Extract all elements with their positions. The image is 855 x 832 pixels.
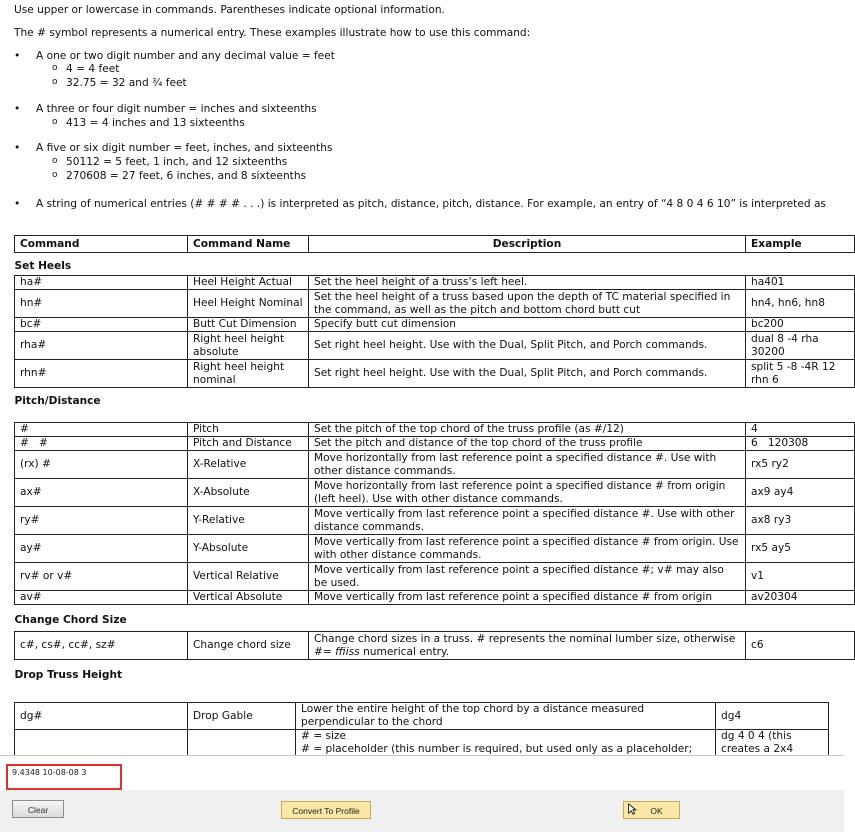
sub-bullet-icon: o	[52, 63, 58, 73]
cell-command: rhn#	[15, 360, 188, 388]
description-line: # = size	[301, 730, 347, 742]
cell-example: ha401	[746, 276, 855, 290]
cell-command: ry#	[15, 507, 188, 535]
section-title: Pitch/Distance	[14, 394, 101, 407]
description-text: Change chord sizes in a truss. # represents the nominal lumber size, otherwise #=	[314, 632, 736, 658]
sub-item-text: 32.75 = 32 and ¾ feet	[66, 77, 187, 89]
cell-description: Move vertically from last reference point a specified distance # from origin	[309, 591, 746, 605]
bullet-text: A one or two digit number and any decimal value = feet	[36, 50, 335, 62]
cell-name: Drop Gable	[188, 703, 296, 730]
table-row	[15, 276, 855, 290]
cell-example: 6 120308	[746, 437, 855, 451]
bullet-icon: •	[14, 198, 21, 210]
section-row	[15, 660, 855, 685]
table-row	[15, 507, 855, 535]
cell-name: Y-Relative	[188, 507, 309, 535]
cell-name: Pitch and Distance	[188, 437, 309, 451]
cell-command: ha#	[15, 276, 188, 290]
cell-command: av#	[15, 591, 188, 605]
table-row	[15, 632, 855, 660]
header-command-name: Command Name	[188, 236, 309, 253]
section-row	[15, 605, 855, 630]
cell-name: Heel Height Nominal	[188, 290, 309, 318]
bullet-text: A string of numerical entries (# # # # . . .) is interpreted as pitch, distance, pitch, distance. For example, an entry of “4 8 0 4 6 10” is interpreted as	[36, 198, 826, 210]
sub-bullet-icon: o	[52, 77, 58, 87]
ok-button-label: OK	[650, 806, 663, 816]
mouse-cursor-icon	[627, 803, 637, 815]
bullet-icon: •	[14, 103, 21, 115]
table-row	[15, 318, 855, 332]
cell-command: c#, cs#, cc#, sz#	[15, 632, 188, 660]
intro-line-2: The # symbol represents a numerical entry. These examples illustrate how to use this command:	[14, 27, 531, 39]
cell-description: Move vertically from last reference point a specified distance #; v# may also be used.	[309, 563, 746, 591]
cell-name: Heel Height Actual	[188, 276, 309, 290]
table-row	[15, 479, 855, 507]
cell-description: Move horizontally from last reference point a specified distance # from origin (left heel). Use with other distance commands.	[309, 479, 746, 507]
cell-example: rx5 ay5	[746, 535, 855, 563]
cell-name: Change chord size	[188, 632, 309, 660]
bullet-icon: •	[14, 142, 21, 154]
command-input[interactable]: 9.4348 10-08-08 3	[12, 768, 87, 777]
section-row	[15, 388, 855, 417]
table-row	[15, 360, 855, 388]
cell-command: rv# or v#	[15, 563, 188, 591]
table-row	[15, 437, 855, 451]
cell-command: hn#	[15, 290, 188, 318]
cell-name: Pitch	[188, 423, 309, 437]
cell-description	[309, 632, 746, 660]
cell-example: ax8 ry3	[746, 507, 855, 535]
cell-name: Vertical Relative	[188, 563, 309, 591]
cell-example: c6	[746, 632, 855, 660]
cell-description: Set right heel height. Use with the Dual, Split Pitch, and Porch commands.	[309, 360, 746, 388]
table-row	[15, 703, 829, 730]
sub-item-text: 4 = 4 feet	[66, 63, 120, 75]
cell-name: Vertical Absolute	[188, 591, 309, 605]
convert-to-profile-button[interactable]: Convert To Profile	[281, 801, 371, 819]
cell-name: X-Absolute	[188, 479, 309, 507]
table-row	[15, 332, 855, 360]
bullet-text: A three or four digit number = inches and sixteenths	[36, 103, 317, 115]
sub-bullet-icon: o	[52, 117, 58, 127]
cell-description: Set the pitch and distance of the top chord of the truss profile	[309, 437, 746, 451]
header-description: Description	[309, 236, 746, 253]
section-title: Drop Truss Height	[14, 669, 123, 681]
table-row	[15, 591, 855, 605]
table-row	[15, 423, 855, 437]
cell-name: Butt Cut Dimension	[188, 318, 309, 332]
cell-name: Y-Absolute	[188, 535, 309, 563]
intro-line-1: Use upper or lowercase in commands. Parentheses indicate optional information.	[14, 4, 445, 16]
cell-command: ay#	[15, 535, 188, 563]
table-row	[15, 535, 855, 563]
section-title: Change Chord Size	[14, 614, 127, 626]
cell-example: v1	[746, 563, 855, 591]
button-bar	[0, 790, 844, 832]
command-table	[14, 235, 855, 684]
description-line: # = placeholder (this number is required, but used only as a placeholder;	[301, 743, 693, 755]
clear-button[interactable]: Clear	[12, 800, 64, 818]
cell-description: Move horizontally from last reference point a specified distance #. Use with other distance commands.	[309, 451, 746, 479]
cell-command: dg#	[15, 703, 188, 730]
description-text: numerical entry.	[359, 645, 450, 658]
section-title: Set Heels	[14, 260, 72, 272]
cell-description: Set the heel height of a truss based upon the depth of TC material specified in the command, as well as the pitch and bottom chord butt cut	[309, 290, 746, 318]
cell-example: dg4	[716, 703, 829, 730]
cell-name: Right heel height absolute	[188, 332, 309, 360]
cell-example: bc200	[746, 318, 855, 332]
sub-item-text: 413 = 4 inches and 13 sixteenths	[66, 117, 245, 129]
cell-command: #	[15, 423, 188, 437]
header-command: Command	[15, 236, 188, 253]
bullet-icon: •	[14, 50, 21, 62]
cell-example: hn4, hn6, hn8	[746, 290, 855, 318]
cell-example: split 5 -8 -4R 12 rhn 6	[746, 360, 855, 388]
cell-description: Set right heel height. Use with the Dual, Split Pitch, and Porch commands.	[309, 332, 746, 360]
cell-example: ax9 ay4	[746, 479, 855, 507]
command-input-bar	[0, 755, 844, 792]
cell-description: Specify butt cut dimension	[309, 318, 746, 332]
cell-command: rha#	[15, 332, 188, 360]
sub-item-text: 50112 = 5 feet, 1 inch, and 12 sixteenths	[66, 156, 288, 168]
table-row	[15, 451, 855, 479]
cell-description: Move vertically from last reference point a specified distance # from origin. Use with other distance commands.	[309, 535, 746, 563]
cell-description: Set the pitch of the top chord of the truss profile (as #/12)	[309, 423, 746, 437]
cell-description: Lower the entire height of the top chord by a distance measured perpendicular to the chord	[296, 703, 716, 730]
sub-bullet-icon: o	[52, 170, 58, 180]
sub-item-text: 270608 = 27 feet, 6 inches, and 8 sixteenths	[66, 170, 307, 182]
bullet-text: A five or six digit number = feet, inches, and sixteenths	[36, 142, 333, 154]
cell-example: dual 8 -4 rha 30200	[746, 332, 855, 360]
table-row	[15, 290, 855, 318]
sub-bullet-icon: o	[52, 156, 58, 166]
cell-command: (rx) #	[15, 451, 188, 479]
cell-example: av20304	[746, 591, 855, 605]
cell-command: bc#	[15, 318, 188, 332]
description-emphasis: ffiiss	[335, 645, 360, 658]
table-header-row	[15, 236, 855, 253]
cell-example: rx5 ry2	[746, 451, 855, 479]
table-row	[15, 563, 855, 591]
section-row	[15, 253, 855, 276]
cell-name: X-Relative	[188, 451, 309, 479]
cell-command: ax#	[15, 479, 188, 507]
cell-example: dg 4 0 4 (this creates a 2x4	[716, 730, 829, 770]
cell-description: Move vertically from last reference point a specified distance #. Use with other distance commands.	[309, 507, 746, 535]
cell-example: 4	[746, 423, 855, 437]
cell-command: # #	[15, 437, 188, 451]
header-example: Example	[746, 236, 855, 253]
cell-name: Right heel height nominal	[188, 360, 309, 388]
cell-description: Set the heel height of a truss’s left heel.	[309, 276, 746, 290]
